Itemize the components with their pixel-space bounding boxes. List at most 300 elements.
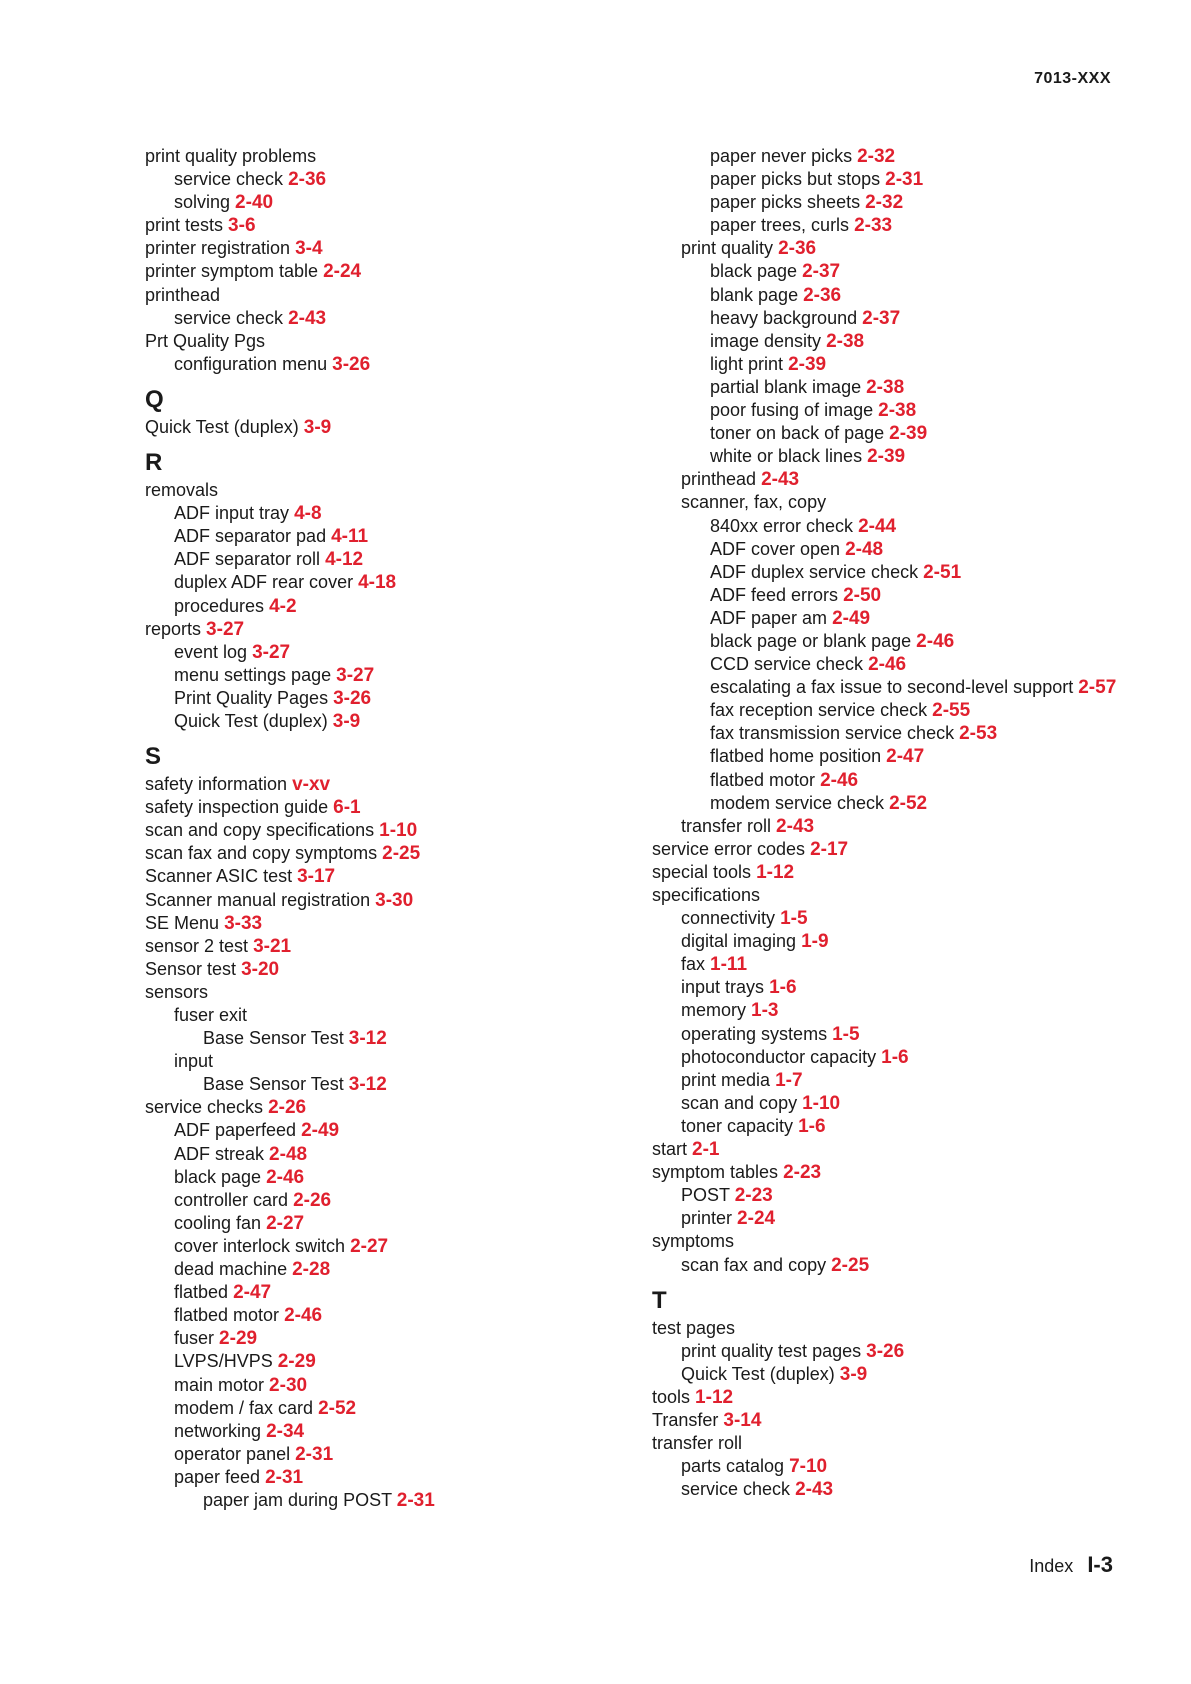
index-term: duplex ADF rear cover	[174, 572, 354, 593]
index-letter-heading: R	[145, 449, 163, 477]
index-entry	[652, 976, 1132, 999]
index-entry	[145, 1212, 615, 1235]
page-reference-link[interactable]: 6-1	[333, 797, 361, 819]
index-entry	[652, 1046, 1132, 1069]
index-entry	[145, 1466, 615, 1489]
page-reference-link[interactable]: 2-53	[959, 723, 998, 745]
index-entry	[652, 930, 1132, 953]
index-term: digital imaging	[681, 931, 797, 952]
index-entry	[145, 687, 615, 710]
index-term: fax	[681, 954, 706, 975]
page-reference-link[interactable]: 3-33	[224, 912, 263, 934]
page-reference-link[interactable]: 1-6	[881, 1046, 909, 1068]
index-term: Quick Test (duplex)	[174, 710, 328, 731]
index-entry	[652, 1478, 1132, 1501]
index-entry	[145, 1258, 615, 1281]
index-entry	[145, 958, 615, 981]
footer-section-label: Index	[1029, 1556, 1074, 1576]
index-term: black page or blank page	[710, 630, 912, 651]
index-entry	[145, 1143, 615, 1166]
page-reference-link[interactable]: 2-38	[866, 376, 905, 398]
index-term: Scanner ASIC test	[145, 866, 293, 887]
index-entry	[652, 1317, 1132, 1340]
page-reference-link[interactable]: 2-43	[776, 815, 815, 837]
index-entry	[652, 907, 1132, 930]
page-reference-link[interactable]: 3-9	[839, 1363, 868, 1385]
page-reference-link[interactable]: 2-39	[867, 446, 906, 468]
index-entry	[652, 815, 1132, 838]
index-term: event log	[174, 641, 248, 662]
index-term: printhead	[145, 284, 221, 305]
index-term: connectivity	[681, 908, 776, 929]
page-reference-link[interactable]: 2-50	[843, 584, 882, 606]
index-entry	[145, 237, 615, 260]
index-entry	[652, 1161, 1132, 1184]
page-reference-link[interactable]: 1-7	[775, 1069, 803, 1091]
index-entry	[145, 710, 615, 733]
index-entry	[652, 1138, 1132, 1161]
index-entry	[652, 422, 1132, 445]
page-reference-link[interactable]: 2-48	[269, 1143, 308, 1165]
index-term: image density	[710, 330, 822, 351]
page-reference-link[interactable]: 4-18	[358, 572, 397, 594]
index-term: special tools	[652, 861, 752, 882]
page-reference-link[interactable]: v-xv	[292, 774, 331, 796]
page-reference-link[interactable]: 3-9	[303, 416, 332, 438]
index-term: paper picks but stops	[710, 169, 881, 190]
page-reference-link[interactable]: 2-43	[795, 1479, 834, 1501]
index-term: SE Menu	[145, 912, 220, 933]
index-entry	[145, 571, 615, 594]
page-reference-link[interactable]: 2-27	[350, 1235, 389, 1257]
index-term: print media	[681, 1069, 771, 1090]
index-entry	[652, 745, 1132, 768]
index-term: removals	[145, 480, 219, 501]
index-term: operating systems	[681, 1023, 828, 1044]
page-reference-link[interactable]: 2-46	[284, 1305, 323, 1327]
page-reference-link[interactable]: 4-11	[331, 526, 369, 548]
index-entry	[145, 168, 615, 191]
index-term: paper trees, curls	[710, 215, 850, 236]
index-entry	[145, 1420, 615, 1443]
index-entry	[652, 699, 1132, 722]
index-term: printhead	[681, 469, 757, 490]
page-reference-link[interactable]: 3-26	[866, 1340, 905, 1362]
index-entry	[145, 502, 615, 525]
page-reference-link[interactable]: 2-46	[868, 654, 907, 676]
index-entry	[145, 1350, 615, 1373]
page-reference-link[interactable]: 2-23	[734, 1185, 773, 1207]
page-reference-link[interactable]: 2-34	[266, 1420, 305, 1442]
index-term: ADF separator roll	[174, 549, 321, 570]
index-entry	[145, 1443, 615, 1466]
index-term: blank page	[710, 284, 799, 305]
index-term: test pages	[652, 1317, 736, 1338]
index-letter-heading: T	[652, 1286, 667, 1314]
page-reference-link[interactable]: 1-3	[751, 1000, 779, 1022]
index-term: fuser	[174, 1328, 215, 1349]
page-reference-link[interactable]: 2-32	[865, 192, 904, 214]
index-entry	[145, 1119, 615, 1142]
index-term: fuser exit	[174, 1005, 248, 1025]
index-entry	[652, 468, 1132, 491]
index-entry	[652, 722, 1132, 745]
index-entry	[652, 515, 1132, 538]
index-term: start	[652, 1139, 688, 1160]
index-entry	[652, 1455, 1132, 1478]
page-reference-link[interactable]: 3-12	[348, 1074, 387, 1096]
page-reference-link[interactable]: 1-12	[695, 1386, 734, 1408]
page-reference-link[interactable]: 2-31	[396, 1489, 435, 1511]
index-entry	[145, 284, 615, 307]
index-entry	[652, 491, 1132, 514]
page-reference-link[interactable]: 2-57	[1078, 677, 1117, 699]
index-term: ADF duplex service check	[710, 561, 919, 582]
page-reference-link[interactable]: 2-43	[288, 307, 327, 329]
index-term: parts catalog	[681, 1456, 785, 1477]
index-term: sensors	[145, 981, 209, 1002]
index-term: scanner, fax, copy	[681, 492, 827, 513]
index-entry	[652, 376, 1132, 399]
index-term: Transfer	[652, 1409, 719, 1430]
index-entry	[145, 1096, 615, 1119]
page-reference-link[interactable]: 1-6	[798, 1115, 826, 1137]
page-reference-link[interactable]: 1-10	[802, 1092, 841, 1114]
index-term: CCD service check	[710, 654, 864, 675]
index-entry	[652, 884, 1132, 907]
index-term: service check	[681, 1479, 791, 1500]
index-term: black page	[174, 1166, 262, 1187]
index-term: sensor 2 test	[145, 935, 249, 956]
page-reference-link[interactable]: 3-30	[375, 889, 414, 911]
index-term: operator panel	[174, 1443, 291, 1464]
page-reference-link[interactable]: 3-27	[206, 618, 245, 640]
page-reference-link[interactable]: 3-17	[297, 866, 336, 888]
page-reference-link[interactable]: 2-31	[265, 1466, 304, 1488]
index-entry	[652, 168, 1132, 191]
index-term: photoconductor capacity	[681, 1046, 877, 1067]
page-reference-link[interactable]: 3-26	[332, 353, 371, 375]
index-entry	[145, 641, 615, 664]
page-reference-link[interactable]: 3-26	[333, 687, 372, 709]
page-reference-link[interactable]: 4-12	[325, 549, 364, 571]
index-entry	[145, 664, 615, 687]
index-term: ADF feed errors	[710, 584, 839, 605]
index-term: Quick Test (duplex)	[681, 1363, 835, 1384]
page-reference-link[interactable]: 2-26	[293, 1189, 332, 1211]
page-reference-link[interactable]: 2-39	[889, 423, 928, 445]
index-term: ADF paper am	[710, 607, 828, 628]
index-entry	[145, 548, 615, 571]
page-reference-link[interactable]: 2-43	[761, 469, 800, 491]
page-reference-link[interactable]: 2-47	[233, 1282, 272, 1304]
page-reference-link[interactable]: 2-36	[803, 284, 842, 306]
page-reference-link[interactable]: 2-36	[778, 238, 817, 260]
index-entry	[145, 307, 615, 330]
index-term: ADF paperfeed	[174, 1120, 297, 1141]
index-entry	[652, 538, 1132, 561]
index-entry	[652, 191, 1132, 214]
index-term: ADF input tray	[174, 503, 290, 524]
index-entry	[652, 145, 1132, 168]
index-entry	[145, 1327, 615, 1350]
index-entry	[652, 1409, 1132, 1432]
page-reference-link[interactable]: 2-26	[268, 1097, 307, 1119]
page-reference-link[interactable]: 2-36	[288, 169, 327, 191]
page-reference-link[interactable]: 2-52	[889, 792, 928, 814]
index-entry	[652, 1230, 1132, 1253]
page-reference-link[interactable]: 2-39	[788, 353, 827, 375]
index-term: Scanner manual registration	[145, 889, 371, 910]
page-reference-link[interactable]: 2-37	[862, 307, 901, 329]
index-entry	[145, 1304, 615, 1327]
page-reference-link[interactable]: 2-46	[266, 1166, 305, 1188]
index-term: print tests	[145, 215, 224, 236]
index-entry	[652, 1023, 1132, 1046]
index-term: toner on back of page	[710, 423, 885, 444]
index-entry	[652, 1207, 1132, 1230]
index-entry	[652, 1432, 1132, 1455]
index-entry	[652, 653, 1132, 676]
page-reference-link[interactable]: 2-46	[916, 630, 955, 652]
page-reference-link[interactable]: 1-11	[710, 954, 748, 976]
page-reference-link[interactable]: 2-48	[845, 538, 884, 560]
index-entry	[145, 819, 615, 842]
index-term: dead machine	[174, 1259, 288, 1280]
page-reference-link[interactable]: 2-47	[886, 746, 925, 768]
page-reference-link[interactable]: 3-27	[252, 641, 291, 663]
page-reference-link[interactable]: 2-32	[857, 146, 896, 167]
index-term: scan and copy specifications	[145, 820, 375, 841]
index-term: printer registration	[145, 238, 291, 259]
index-entry	[145, 981, 615, 1004]
page-reference-link[interactable]: 1-10	[379, 820, 418, 842]
index-term: paper never picks	[710, 146, 853, 166]
page-reference-link[interactable]: 2-25	[831, 1254, 870, 1276]
index-entry	[145, 1374, 615, 1397]
index-entry	[145, 191, 615, 214]
index-entry	[652, 561, 1132, 584]
page-reference-link[interactable]: 3-20	[241, 958, 280, 980]
index-term: Quick Test (duplex)	[145, 416, 299, 437]
page-reference-link[interactable]: 2-29	[277, 1351, 316, 1373]
page-reference-link[interactable]: 2-33	[854, 215, 893, 237]
index-term: printer symptom table	[145, 261, 319, 282]
index-entry	[145, 796, 615, 819]
page-reference-link[interactable]: 3-4	[295, 238, 323, 260]
page-reference-link[interactable]: 2-31	[295, 1443, 334, 1465]
index-term: symptoms	[652, 1231, 735, 1252]
document-id: 7013-XXX	[1034, 70, 1111, 87]
index-term: networking	[174, 1420, 262, 1441]
page-reference-link[interactable]: 2-46	[820, 769, 859, 791]
page-reference-link[interactable]: 3-21	[253, 935, 292, 957]
index-term: flatbed home position	[710, 746, 882, 767]
page-reference-link[interactable]: 4-8	[294, 503, 322, 525]
index-term: procedures	[174, 595, 265, 616]
page-reference-link[interactable]: 2-49	[832, 607, 871, 629]
index-entry	[145, 1004, 615, 1027]
index-term: controller card	[174, 1189, 289, 1210]
index-term: flatbed motor	[710, 769, 816, 790]
index-term: paper feed	[174, 1466, 261, 1487]
page-reference-link[interactable]: 2-17	[810, 838, 849, 860]
index-entry	[652, 330, 1132, 353]
index-term: flatbed	[174, 1282, 229, 1303]
index-entry	[145, 353, 615, 376]
index-term: safety information	[145, 774, 288, 795]
index-term: 840xx error check	[710, 515, 854, 536]
index-entry	[652, 399, 1132, 422]
page-reference-link[interactable]: 2-31	[885, 169, 924, 191]
index-term: transfer roll	[652, 1433, 743, 1454]
index-entry	[652, 953, 1132, 976]
index-entry	[652, 284, 1132, 307]
index-term: ADF separator pad	[174, 526, 327, 547]
page-reference-link[interactable]: 2-27	[266, 1212, 305, 1234]
index-term: white or black lines	[710, 446, 863, 467]
index-term: Base Sensor Test	[203, 1028, 344, 1049]
page-reference-link[interactable]: 2-30	[269, 1374, 308, 1396]
index-entry	[652, 792, 1132, 815]
index-term: cooling fan	[174, 1212, 262, 1233]
index-entry	[145, 618, 615, 641]
index-column-right	[652, 145, 1132, 1501]
index-term: configuration menu	[174, 353, 328, 374]
index-letter-heading: Q	[145, 385, 164, 413]
page-reference-link[interactable]: 2-1	[692, 1139, 720, 1161]
index-term: paper jam during POST	[203, 1489, 392, 1510]
page-reference-link[interactable]: 1-5	[780, 908, 808, 930]
index-term: print quality problems	[145, 146, 317, 166]
page-reference-link[interactable]: 2-25	[382, 843, 421, 865]
index-entry	[145, 1281, 615, 1304]
page-reference-link[interactable]: 2-23	[783, 1162, 822, 1184]
index-term: black page	[710, 261, 798, 282]
page-reference-link[interactable]: 1-6	[769, 977, 797, 999]
index-entry	[652, 838, 1132, 861]
page-reference-link[interactable]: 2-29	[219, 1328, 258, 1350]
index-term: toner capacity	[681, 1115, 794, 1136]
index-term: Base Sensor Test	[203, 1074, 344, 1095]
index-entry	[652, 445, 1132, 468]
index-term: partial blank image	[710, 376, 862, 397]
index-term: service check	[174, 169, 284, 190]
index-entry	[145, 1235, 615, 1258]
index-term: fax transmission service check	[710, 723, 955, 744]
page-reference-link[interactable]: 2-38	[878, 400, 917, 422]
index-term: fax reception service check	[710, 700, 928, 721]
index-entry	[652, 307, 1132, 330]
page-reference-link[interactable]: 2-55	[932, 700, 971, 722]
page-reference-link[interactable]: 2-52	[318, 1397, 357, 1419]
index-term: printer	[681, 1208, 733, 1229]
index-term: poor fusing of image	[710, 400, 874, 421]
index-term: solving	[174, 192, 231, 213]
index-term: ADF cover open	[710, 538, 841, 559]
index-term: Sensor test	[145, 958, 237, 979]
index-term: safety inspection guide	[145, 797, 329, 818]
index-term: print quality	[681, 238, 774, 259]
index-entry	[145, 889, 615, 912]
index-entry	[145, 595, 615, 618]
page-reference-link[interactable]: 7-10	[789, 1456, 828, 1478]
page-reference-link[interactable]: 2-24	[323, 261, 362, 283]
index-entry	[652, 607, 1132, 630]
page-reference-link[interactable]: 2-37	[802, 261, 841, 283]
index-term: modem service check	[710, 792, 885, 813]
index-entry	[145, 912, 615, 935]
index-entry	[652, 1340, 1132, 1363]
page-reference-link[interactable]: 3-6	[228, 215, 256, 237]
index-entry	[145, 525, 615, 548]
index-entry	[145, 773, 615, 796]
page-reference-link[interactable]: 1-9	[801, 931, 829, 953]
index-column-left	[145, 145, 615, 1512]
index-term: LVPS/HVPS	[174, 1351, 273, 1372]
index-entry	[652, 630, 1132, 653]
page-reference-link[interactable]: 3-12	[348, 1028, 387, 1050]
index-term: main motor	[174, 1374, 265, 1395]
index-entry	[145, 1166, 615, 1189]
index-term: print quality test pages	[681, 1340, 862, 1361]
index-term: ADF streak	[174, 1143, 265, 1164]
page-reference-link[interactable]: 3-14	[723, 1409, 762, 1431]
index-entry	[652, 237, 1132, 260]
index-entry	[652, 676, 1132, 699]
page-reference-link[interactable]: 2-24	[737, 1208, 776, 1230]
index-term: Prt Quality Pgs	[145, 330, 266, 351]
index-entry	[652, 584, 1132, 607]
index-term: specifications	[652, 885, 761, 905]
index-term: flatbed motor	[174, 1305, 280, 1326]
page-reference-link[interactable]: 2-40	[235, 192, 274, 214]
page-reference-link[interactable]: 2-28	[292, 1259, 331, 1281]
index-entry	[145, 260, 615, 283]
index-entry	[145, 1073, 615, 1096]
page-reference-link[interactable]: 2-49	[301, 1120, 340, 1142]
index-entry	[145, 479, 615, 502]
index-entry	[145, 842, 615, 865]
index-term: service error codes	[652, 838, 806, 859]
index-entry	[652, 861, 1132, 884]
index-entry	[652, 1254, 1132, 1277]
page-number: I-3	[1087, 1552, 1113, 1577]
page-reference-link[interactable]: 4-2	[269, 595, 297, 617]
index-entry	[652, 1092, 1132, 1115]
page-reference-link[interactable]: 3-9	[332, 710, 361, 732]
page-reference-link[interactable]: 2-51	[923, 561, 962, 583]
page-reference-link[interactable]: 2-38	[826, 330, 865, 352]
index-term: service check	[174, 307, 284, 328]
index-entry	[652, 214, 1132, 237]
index-entry	[652, 353, 1132, 376]
index-term: paper picks sheets	[710, 192, 861, 213]
index-entry	[652, 1386, 1132, 1409]
index-entry	[652, 260, 1132, 283]
index-term: heavy background	[710, 307, 858, 328]
index-entry	[145, 214, 615, 237]
index-entry	[145, 865, 615, 888]
index-entry	[145, 145, 615, 168]
page-reference-link[interactable]: 3-27	[336, 664, 375, 686]
page-reference-link[interactable]: 2-44	[858, 515, 897, 537]
page-reference-link[interactable]: 1-5	[832, 1023, 860, 1045]
index-entry	[145, 1397, 615, 1420]
page-reference-link[interactable]: 1-12	[756, 861, 795, 883]
index-term: POST	[681, 1185, 730, 1206]
index-entry	[652, 1363, 1132, 1386]
